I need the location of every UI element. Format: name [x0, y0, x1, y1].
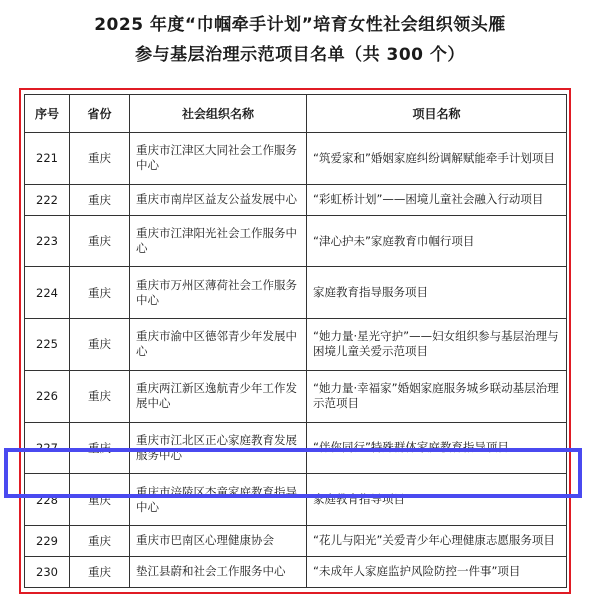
table-row [25, 319, 567, 371]
header-seq: 序号 [25, 95, 70, 133]
row-project: “未成年人家庭监护风险防控一件事”项目 [307, 556, 567, 587]
row-seq: 229 [25, 525, 70, 556]
row-project: “伴你同行”特殊群体家庭教育指导项目 [307, 422, 567, 474]
project-table [24, 94, 567, 588]
header-org: 社会组织名称 [130, 95, 307, 133]
table-row [25, 215, 567, 267]
table-row [25, 556, 567, 587]
row-province: 重庆 [70, 370, 130, 422]
row-org: 重庆市江北区正心家庭教育发展服务中心 [130, 422, 307, 474]
row-province: 重庆 [70, 319, 130, 371]
row-org: 重庆市巴南区心理健康协会 [130, 525, 307, 556]
row-project: “花儿与阳光”关爱青少年心理健康志愿服务项目 [307, 525, 567, 556]
row-org: 重庆市江津阳光社会工作服务中心 [130, 215, 307, 267]
row-province: 重庆 [70, 422, 130, 474]
row-project: “津心护未”家庭教育巾帼行项目 [307, 215, 567, 267]
row-province: 重庆 [70, 184, 130, 215]
row-project: 家庭教育指导服务项目 [307, 267, 567, 319]
row-province: 重庆 [70, 215, 130, 267]
row-project: “她力量·星光守护”——妇女组织参与基层治理与困境儿童关爱示范项目 [307, 319, 567, 371]
row-org: 重庆两江新区逸航青少年工作发展中心 [130, 370, 307, 422]
row-seq: 221 [25, 133, 70, 185]
row-seq: 223 [25, 215, 70, 267]
row-seq: 227 [25, 422, 70, 474]
row-org: 重庆市南岸区益友公益发展中心 [130, 184, 307, 215]
row-org: 重庆市涪陵区杰童家庭教育指导中心 [130, 474, 307, 526]
document-title-line2: 参与基层治理示范项目名单（共 300 个） [135, 45, 465, 65]
row-seq: 225 [25, 319, 70, 371]
table-row [25, 267, 567, 319]
row-project: 家庭教育指导项目 [307, 474, 567, 526]
table-header-row [25, 95, 567, 133]
row-seq: 228 [25, 474, 70, 526]
row-project: “彩虹桥计划”——困境儿童社会融入行动项目 [307, 184, 567, 215]
row-province: 重庆 [70, 267, 130, 319]
row-seq: 230 [25, 556, 70, 587]
row-org: 重庆市万州区薄荷社会工作服务中心 [130, 267, 307, 319]
row-seq: 226 [25, 370, 70, 422]
row-project: “筑爱家和”婚姻家庭纠纷调解赋能牵手计划项目 [307, 133, 567, 185]
table-row [25, 525, 567, 556]
row-project: “她力量·幸福家”婚姻家庭服务城乡联动基层治理示范项目 [307, 370, 567, 422]
row-org: 重庆市渝中区德邻青少年发展中心 [130, 319, 307, 371]
table-row [25, 133, 567, 185]
table-row [25, 370, 567, 422]
row-seq: 222 [25, 184, 70, 215]
header-project: 项目名称 [307, 95, 567, 133]
row-org: 重庆市江津区大同社会工作服务中心 [130, 133, 307, 185]
row-province: 重庆 [70, 525, 130, 556]
document-title-line1: 2025 年度“巾帼牵手计划”培育女性社会组织领头雁 [94, 15, 506, 35]
row-province: 重庆 [70, 556, 130, 587]
blue-highlight-box [4, 448, 582, 498]
row-org: 垫江县蔚和社会工作服务中心 [130, 556, 307, 587]
header-province: 省份 [70, 95, 130, 133]
table-row [25, 184, 567, 215]
row-seq: 224 [25, 267, 70, 319]
row-province: 重庆 [70, 133, 130, 185]
row-province: 重庆 [70, 474, 130, 526]
